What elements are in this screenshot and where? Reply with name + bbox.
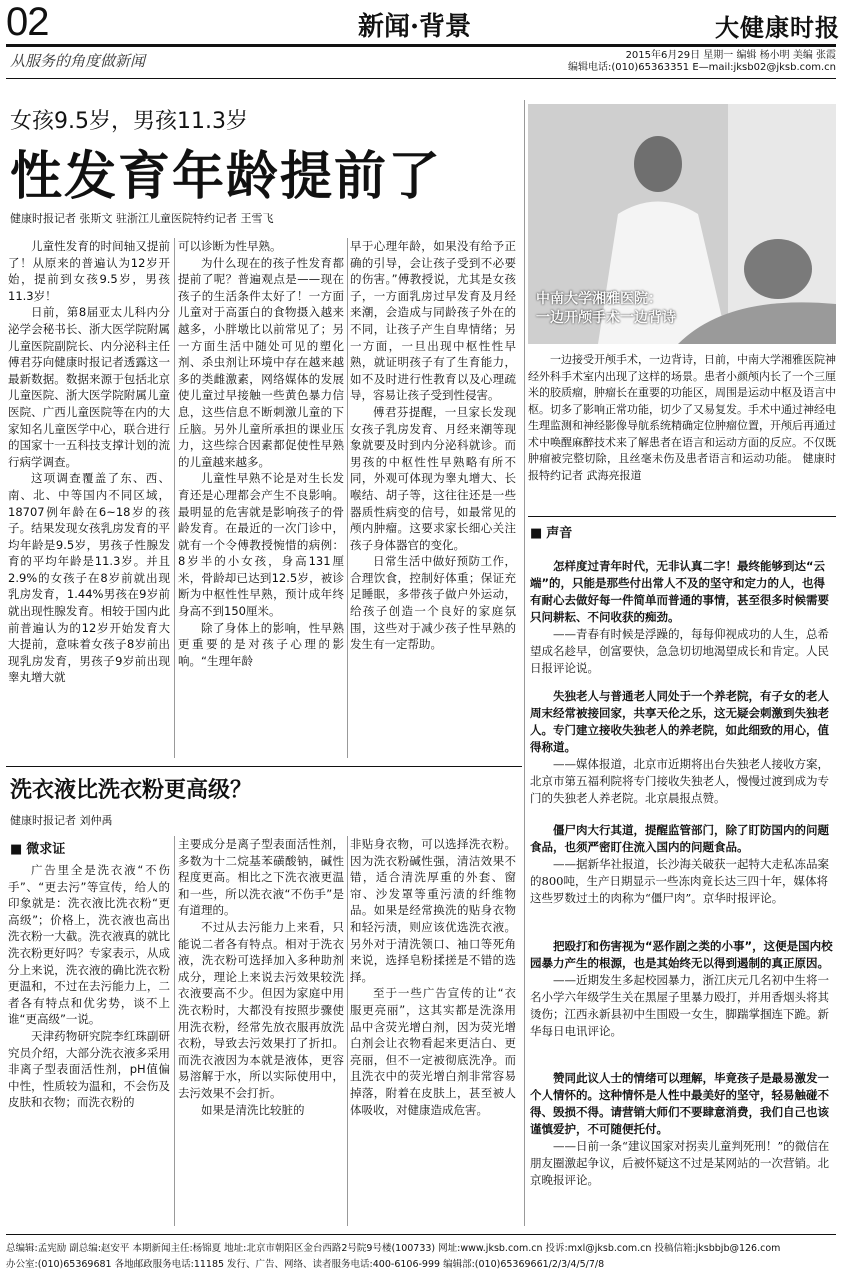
header-rule-thin bbox=[6, 78, 836, 79]
footer-line: 办公室:(010)65369681 各地邮政服务电话:11185 发行、广告、网络、读者服务电话:400-6106-999 编辑部:(010)65369661/2/3/4/5/7/8 bbox=[6, 1259, 605, 1270]
paragraph: 日前，第8届亚太儿科内分泌学会秘书长、浙大医学院附属儿童医院副院长、内分泌科主任傅君芬向健康时报记者透露这一最新数据。数据来源于包括北京儿童医院、浙大医学院附属儿童医院、广西儿童医院等在内的大家知名儿童医学中心，联合进行的国家十一五科技支撑计划的流行病学调查。 bbox=[8, 305, 170, 469]
paragraph: 傅君芬提醒，一旦家长发现女孩子乳房发育、月经来潮等现象就要及时到内分泌科就诊。而男孩的中枢性性早熟略有所不同，外观可体现为睾丸增大、长喉结、胡子等，这往往还是一些器质性病变的信号，如最常见的颅内肿瘤。这要求家长细心关注孩子身体器官的变化。 bbox=[350, 404, 516, 552]
photo-caption-line: 一边开颅手术一边背诗 bbox=[536, 310, 676, 326]
photo-caption bbox=[536, 290, 676, 328]
article-column-3 bbox=[350, 238, 516, 653]
article-headline: 性发育年龄提前了 bbox=[10, 146, 443, 207]
article2-column-3 bbox=[350, 836, 516, 1118]
voice-item bbox=[530, 1070, 836, 1189]
paragraph: 非贴身衣物，可以选择洗衣粉。因为洗衣粉碱性强，清洁效果不错，适合清洗厚重的外套、窗帘、沙发罩等重污渍的纤维物品。如果是经常换洗的贴身衣物和轻污渍，则应该优选洗衣液。另外对于清洗领口、袖口等死角来说，选择皂粉揉搓是不错的选择。 bbox=[350, 837, 516, 984]
voice-source: ——据新华社报道，长沙海关破获一起特大走私冻品案的800吨，生产日期显示一些冻肉竟长达三四十年，媒体将这些罗数过土的肉称为“僵尸肉”。京华时报评论。 bbox=[530, 857, 829, 905]
paragraph: 儿童性发育的时间轴又提前了！从原来的普遍认为12岁开始，提前到女孩9.5岁，男孩11.3岁！ bbox=[8, 239, 170, 303]
paragraph: 如果是清洗比较脏的 bbox=[201, 1102, 305, 1117]
section-title: 新闻·背景 bbox=[358, 12, 472, 42]
paragraph: 至于一些广告宣传的让“衣服更亮丽”，这其实都是洗涤用品中含荧光增白剂，因为荧光增白剂会让衣物看起来更洁白、更亮丽，但不一定被彻底洗净。而且洗衣中的荧光增白剂非常容易掉落，附着在皮肤上，甚至被人体吸收，对健康造成危害。 bbox=[350, 986, 516, 1117]
footer-rule bbox=[6, 1234, 836, 1235]
voice-item bbox=[530, 558, 836, 677]
paragraph: 除了身体上的影响，性早熟更重要的是对孩子心理的影响。“生理年龄 bbox=[178, 620, 344, 668]
paragraph: 为什么现在的孩子性发育都提前了呢？普遍观点是——现在孩子的生活条件太好了！一方面儿童对于高蛋白的食物摄入越来越多，小胖墩比以前常见了；另一方面生活中随处可见的塑化剂、杀虫剂让环境中存在越来越多的类雌激素，网络媒体的发展使儿童过早接触一些黄色暴力信息，这些信息不断刺激儿童的下丘脑。另外儿童所承担的课业压力，这些综合因素都促使性早熟的儿童越来越多。 bbox=[178, 255, 344, 469]
paragraph: 日常生活中做好预防工作，合理饮食，控制好体重；保证充足睡眠，多带孩子做户外运动，给孩子创造一个良好的家庭氛围，这些对于减少孩子性早熟的发生有一定帮助。 bbox=[350, 554, 516, 652]
article-kicker: 女孩9.5岁，男孩11.3岁 bbox=[10, 109, 248, 134]
photo-caption-line: 中南大学湘雅医院： bbox=[536, 291, 662, 307]
voice-quote: 僵尸肉大行其道，提醒监管部门，除了盯防国内的问题食品，也须严密盯住流入国内的问题食品。 bbox=[530, 823, 829, 854]
paragraph: 一边接受开颅手术，一边背诗，日前，中南大学湘雅医院神经外科手术室内出现了这样的场景。患者小颜颅内长了一个三厘米的胶质瘤，肿瘤长在重要的功能区，周围是运动中枢及语言中枢。切多了影响正常功能，切少了又易复发。手术中通过神经电生理监测和神经影像导航系统精确定位肿瘤位置，开颅后再通过术中唤醒麻醉技术来了解患者在语言和运动方面的反应。不仅既肿瘤被完整切除，且丝毫未伤及患者语言和运动功能。 健康时报特约记者 武海亮报道 bbox=[528, 353, 836, 482]
paragraph: 天津药物研究院李红珠副研究员介绍，大部分洗衣液多采用非离子型表面活性剂，pH值偏中性，性质较为温和，不会伤及皮肤和衣物；而洗衣粉的 bbox=[8, 1028, 170, 1110]
article-headline-2: 洗衣液比洗衣粉更高级？ bbox=[10, 777, 253, 803]
article2-column-2 bbox=[178, 836, 344, 1118]
contact-line: 编辑电话:(010)65363351 E—mail:jksb02@jksb.com.cn bbox=[568, 62, 836, 73]
slogan: 从服务的角度做新闻 bbox=[10, 52, 146, 70]
voice-item bbox=[530, 938, 836, 1040]
paragraph: 主要成分是离子型表面活性剂，多数为十二烷基苯磺酸钠，碱性程度更高。相比之下洗衣液更温和一些，所以洗衣液“不伤手”是有道理的。 bbox=[178, 837, 344, 918]
paragraph: 这项调查覆盖了东、西、南、北、中等国内不同区域，18707例年龄在6~18岁的孩子。结果发现女孩乳房发育的平均年龄是9.5岁，男孩子性腺发育的平均年龄是11.3岁。并且2.9%的女孩子在8岁前就出现乳房发育，1.44%男孩在9岁前就出现性腺发育。相较于国内此前普遍认为的12岁开始发育大大提前，意味着女孩子8岁前出现乳房发育，男孩子9岁前出现睾丸增大就 bbox=[8, 471, 170, 685]
voice-item bbox=[530, 688, 836, 807]
article-byline-2: 健康时报记者 刘仲禹 bbox=[10, 814, 113, 827]
page-number: 02 bbox=[6, 0, 49, 44]
paragraph: 早于心理年龄，如果没有给予正确的引导，会让孩子受到不必要的伤害。”傅教授说，尤其是女孩子，一方面乳房过早发育及月经来潮，会造成与同龄孩子外在的不同，让孩子产生自卑情绪；另一方面，一旦出现中枢性性早熟，就证明孩子有了生育能力，如不及时进行性教育以及心理疏导，容易让孩子受到性侵害。 bbox=[350, 239, 516, 403]
voice-source: ——媒体报道，北京市近期将出台失独老人接收方案，北京市第五福利院将专门接收失独老人，慢慢过渡到成为专门的失独老人养老院。北京晨报点赞。 bbox=[530, 757, 829, 805]
article2-column-1 bbox=[8, 862, 170, 1111]
voice-quote: 赞同此议人士的情绪可以理解，毕竟孩子是最易激发一个人情怀的。这种情怀是人性中最美好的坚守，轻易触碰不得、毁损不得。请营销大师们不要肆意消费，我们自己也该谨慎爱护，不可随便托付。 bbox=[530, 1071, 829, 1136]
column-divider bbox=[174, 836, 175, 1226]
article-column-2 bbox=[178, 238, 344, 669]
voice-source: ——日前一条“建议国家对拐卖儿童判死刑！”的微信在朋友圈激起争议，后被怀疑这不过是某网站的一次营销。北京晚报评论。 bbox=[530, 1139, 830, 1187]
header-rule bbox=[6, 44, 836, 47]
column-divider bbox=[347, 238, 348, 758]
section-rule bbox=[528, 516, 836, 517]
voice-quote: 失独老人与普通老人同处于一个养老院，有子女的老人周末经常被接回家，共享天伦之乐，这无疑会刺激到失独老人。专门建立接收失独老人的养老院，如此细致的用心，值得称道。 bbox=[530, 689, 829, 754]
voice-quote: 把殴打和伤害视为“恶作剧之类的小事”，这便是国内校园暴力产生的根源，也是其始终无以得到遏制的真正原因。 bbox=[530, 939, 833, 970]
voice-item bbox=[530, 822, 836, 907]
date-line: 2015年6月29日 星期一 编辑 杨小明 美编 张霞 bbox=[625, 50, 836, 61]
photo-story bbox=[528, 352, 836, 484]
paragraph: 可以诊断为性早熟。 bbox=[178, 239, 282, 253]
section-rule bbox=[6, 766, 522, 767]
article-column-1 bbox=[8, 238, 170, 686]
voice-quote: 怎样度过青年时代，无非认真二字！最终能够到达“云端”的，只能是那些付出常人不及的坚守和定力的人，也得有耐心去做好每一件简单而普通的事情，甚至很多时候需要只问耕耘、不问收获的痴劲。 bbox=[530, 559, 829, 624]
voice-section-label: ■ 声音 bbox=[530, 522, 572, 541]
voice-source: ——近期发生多起校园暴力，浙江庆元几名初中生将一名小学六年级学生关在黑屋子里暴力殴打，并用香烟头将其烫伤；江西永新县初中生围殴一女生，脚踹掌掴连下跪。新华每日电讯评论。 bbox=[530, 973, 829, 1038]
article-byline: 健康时报记者 张斯文 驻浙江儿童医院特约记者 王雪飞 bbox=[10, 212, 274, 225]
column-divider bbox=[524, 100, 525, 1226]
column-divider bbox=[174, 238, 175, 758]
footer-line: 总编辑:孟宪励 副总编:赵安平 本期新闻主任:杨锦夏 地址:北京市朝阳区金台西路2号院9号楼(100733) 网址:www.jksb.com.cn 投诉:mxl@jksb.com.cn 投稿信箱:jksbbjb@126.com bbox=[6, 1243, 781, 1254]
paragraph: 儿童性早熟不论是对生长发育还是心理都会产生不良影响。最明显的危害就是影响孩子的骨龄发育。在最近的一次门诊中，就有一个令傅教授惋惜的病例：8岁半的小女孩，身高131厘米，骨龄却已达到12.5岁，被诊断为中枢性性早熟，预计成年终身高不到150厘米。 bbox=[178, 471, 344, 619]
column-divider bbox=[347, 836, 348, 1226]
micro-verify-label: ■ 微求证 bbox=[10, 838, 65, 857]
voice-source: ——青春有时候是浮躁的，每每仰视成功的人生，总希望成名趁早，创富要快，急急切切地渴望成长和肯定。人民日报评论说。 bbox=[530, 627, 829, 675]
paragraph: 不过从去污能力上来看，只能说二者各有特点。相对于洗衣液，洗衣粉可选择加入多种助剂成分，理论上来说去污效果较洗衣液要高不少。但因为家庭中用洗衣粉时，大都没有按照步骤使用洗衣粉，经常先放衣服再放洗衣粉，导致去污效果打了折扣。而洗衣液因为本就是液体，更容易溶解于水，所以实际使用中，去污效果不会打折。 bbox=[178, 919, 344, 1100]
paragraph: 广告里全是洗衣液“不伤手”、“更去污”等宣传，给人的印象就是：洗衣液比洗衣粉“更高级”；价格上，洗衣液也高出洗衣粉一大截。洗衣液真的就比洗衣粉更好吗？专家表示，从成分上来说，洗衣液的确比洗衣粉更温和，不过在去污能力上，二者各有特点和优劣势，谈不上谁“更高级”一说。 bbox=[8, 863, 170, 1027]
masthead-logo: 大健康时报 bbox=[715, 13, 840, 42]
